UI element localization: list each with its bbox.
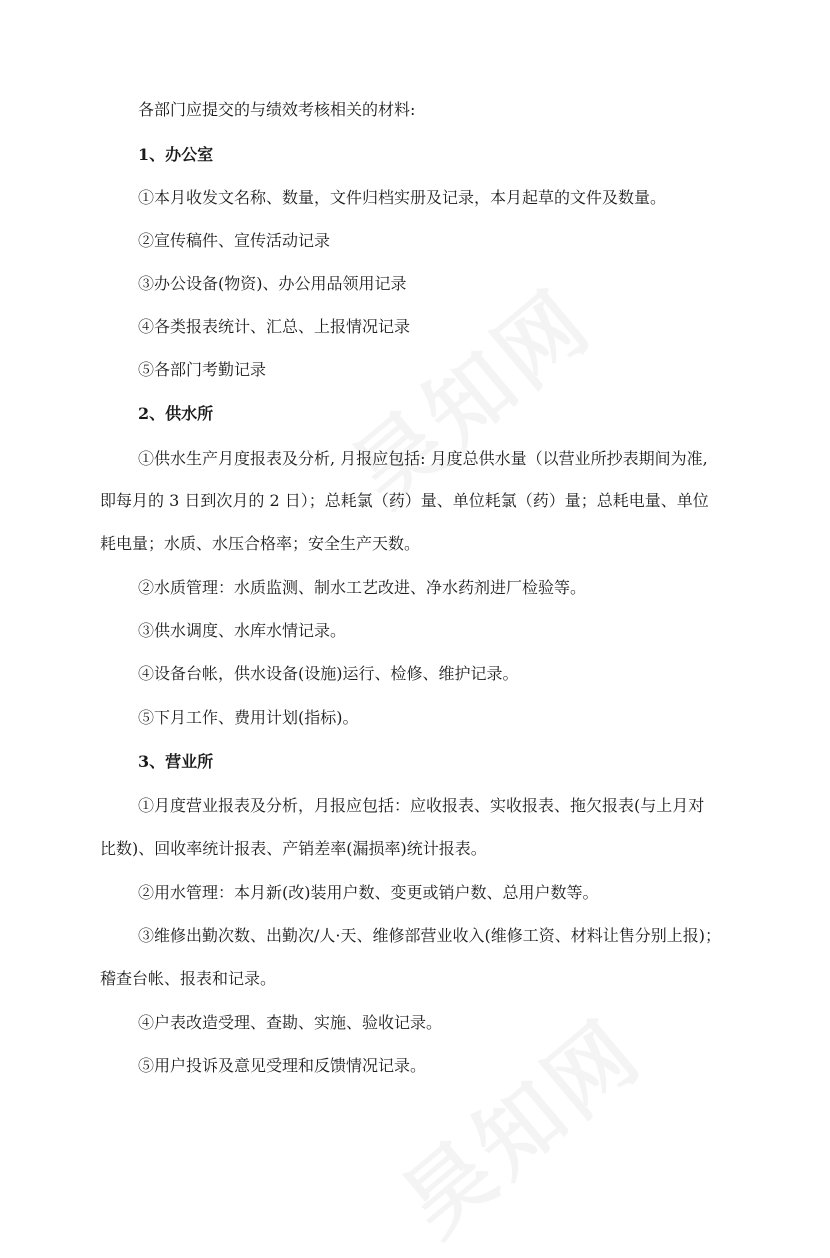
list-item: ②用水管理：本月新(改)装用户数、变更或销户数、总用户数等。 (138, 883, 599, 902)
list-item-line: 比数)、回收率统计报表、产销差率(漏损率)统计报表。 (100, 839, 487, 858)
section-heading: 1、办公室 (138, 145, 214, 164)
watermark (322, 256, 613, 528)
list-item: ②宣传稿件、宣传活动记录 (138, 231, 331, 250)
list-item: ①本月收发文名称、数量，文件归档实册及记录，本月起草的文件及数量。 (138, 188, 667, 207)
list-item: ③办公设备(物资)、办公用品领用记录 (138, 274, 407, 293)
list-item: ②水质管理：水质监测、制水工艺改进、净水药剂进厂检验等。 (138, 578, 587, 597)
list-item-line: ①月度营业报表及分析，月报应包括：应收报表、实收报表、拖欠报表(与上月对 (138, 796, 705, 815)
section-heading: 2、供水所 (138, 404, 214, 423)
list-item-line: 即每月的 3 日到次月的 2 日）；总耗氯（药）量、单位耗氯（药）量；总耗电量、单位 (100, 491, 709, 510)
intro-text: 各部门应提交的与绩效考核相关的材料: (138, 100, 416, 119)
list-item: ④户表改造受理、查勘、实施、验收记录。 (138, 1013, 443, 1032)
list-item-line: 耗电量；水质、水压合格率；安全生产天数。 (100, 534, 421, 553)
list-item-line: ①供水生产月度报表及分析, 月报应包括: 月度总供水量（以营业所抄表期间为准, (138, 449, 708, 468)
list-item: ③供水调度、水库水情记录。 (138, 621, 347, 640)
list-item-line: ③维修出勤次数、出勤次/人·天、维修部营业收入(维修工资、材料让售分别上报)； (138, 926, 721, 945)
list-item-line: 稽查台帐、报表和记录。 (100, 969, 277, 988)
list-item: ⑤用户投诉及意见受理和反馈情况记录。 (138, 1056, 427, 1075)
list-item: ⑤下月工作、费用计划(指标)。 (138, 708, 359, 727)
list-item: ④各类报表统计、汇总、上报情况记录 (138, 317, 411, 336)
section-heading: 3、营业所 (138, 752, 214, 771)
list-item: ⑤各部门考勤记录 (138, 360, 267, 379)
list-item: ④设备台帐，供水设备(设施)运行、检修、维护记录。 (138, 664, 519, 683)
